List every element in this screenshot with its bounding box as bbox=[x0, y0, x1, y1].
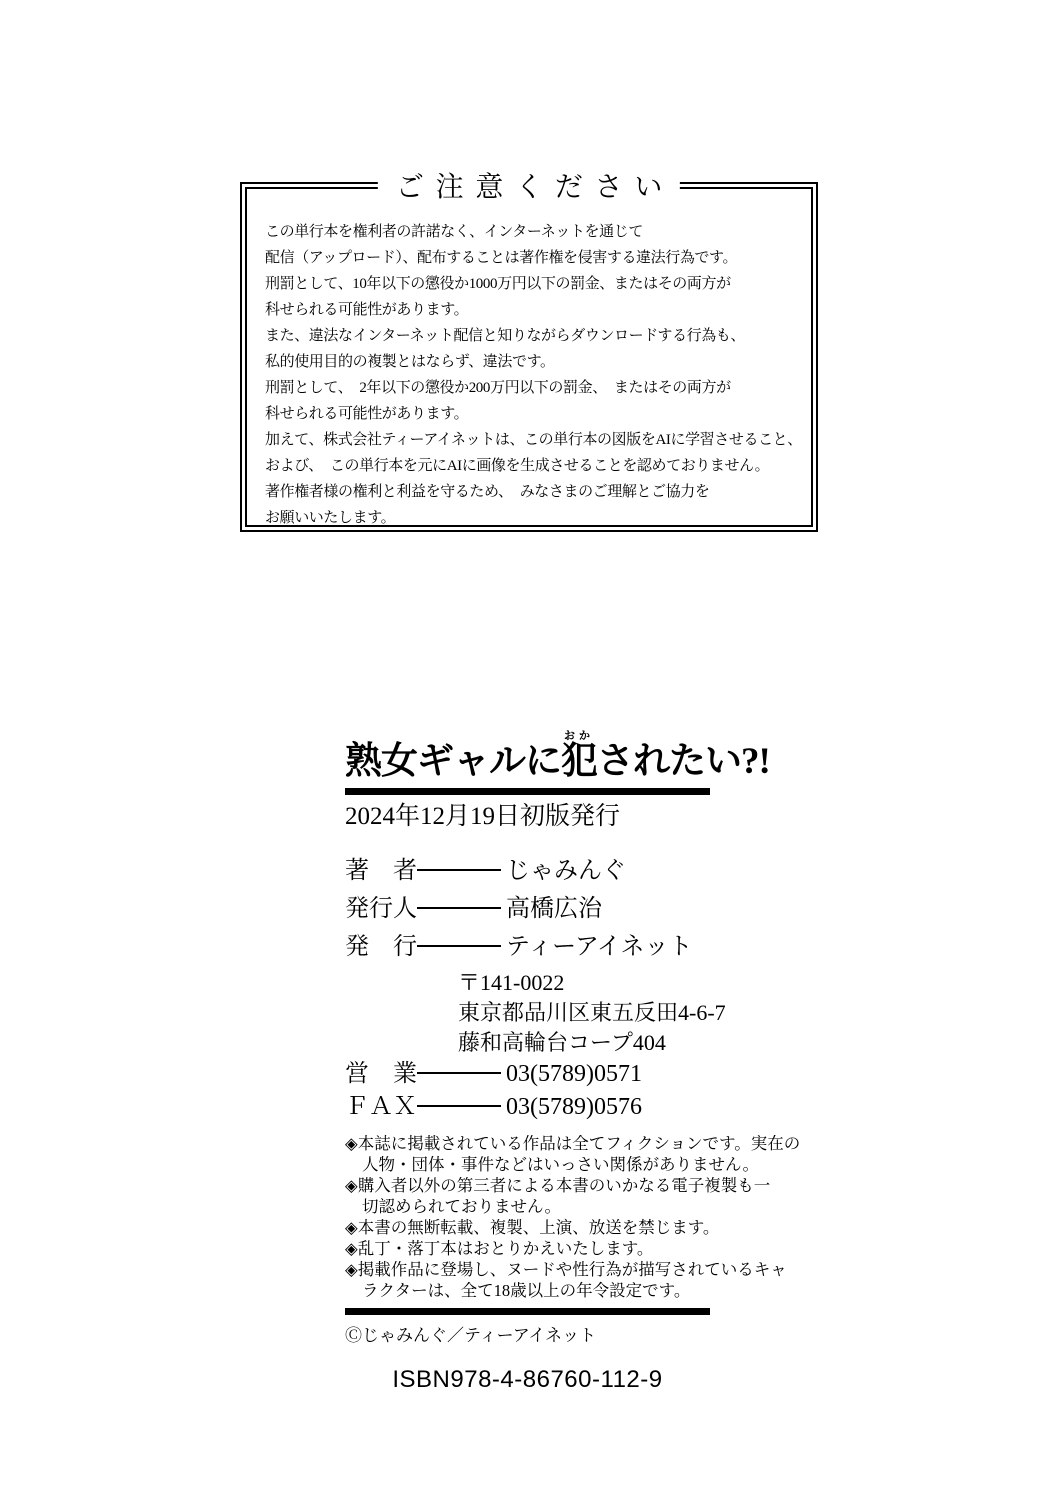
credit-value: じゃみんぐ bbox=[506, 858, 626, 885]
credit-label: 発 行 bbox=[345, 934, 417, 961]
legal-note-line: ◈本書の無断転載、複製、上演、放送を禁じます。 bbox=[345, 1218, 720, 1238]
book-title-ruby-base: 犯 bbox=[561, 741, 597, 782]
notice-box-body bbox=[247, 189, 811, 525]
copyright-line: Ⓒじゃみんぐ／ティーアイネット bbox=[345, 1326, 597, 1346]
contact-label: 営 業 bbox=[345, 1061, 417, 1088]
credit-dash-line bbox=[417, 869, 501, 871]
notice-text-line: この単行本を権利者の許諾なく、インターネットを通じて bbox=[265, 224, 643, 240]
address-line: 〒141-0022 bbox=[458, 970, 565, 996]
divider-top bbox=[345, 788, 710, 795]
contact-row-sales bbox=[345, 1058, 775, 1091]
notice-box-title: ご注意ください bbox=[378, 169, 680, 207]
address-line: 藤和高輪台コープ404 bbox=[458, 1030, 666, 1056]
notice-text-line: 著作権者様の権利と利益を守るため、 みなさまのご理解とご協力を bbox=[265, 484, 710, 500]
contact-row-fax bbox=[345, 1091, 775, 1124]
notice-text-line: 刑罰として、10年以下の懲役か1000万円以下の罰金、またはその両方が bbox=[265, 276, 731, 292]
credit-row-publisher-person bbox=[345, 890, 775, 928]
contact-value: 03(5789)0576 bbox=[506, 1094, 642, 1121]
notice-text-line: 私的使用目的の複製とはならず、違法です。 bbox=[265, 354, 555, 370]
notice-text-line: お願いいたします。 bbox=[265, 510, 396, 525]
isbn: ISBN978-4-86760-112-9 bbox=[392, 1366, 663, 1394]
credits-list bbox=[345, 852, 775, 966]
copyright-notice-box bbox=[240, 172, 818, 532]
notice-text-line: および、 この単行本を元にAIに画像を生成させることを認めておりません。 bbox=[265, 458, 770, 474]
credit-label: 著 者 bbox=[345, 858, 417, 885]
edition-date: 2024年12月19日初版発行 bbox=[345, 803, 621, 831]
credit-dash-line bbox=[417, 907, 501, 909]
credit-row-publisher bbox=[345, 928, 775, 966]
book-title-ruby-text: おか bbox=[561, 730, 597, 742]
credit-label: 発行人 bbox=[345, 896, 417, 923]
legal-note-line: ◈掲載作品に登場し、ヌードや性行為が描写されているキャ bbox=[345, 1260, 787, 1280]
book-title bbox=[345, 726, 775, 785]
credit-dash-line bbox=[417, 945, 501, 947]
contact-label: ＦＡＸ bbox=[345, 1094, 417, 1121]
contact-dash-line bbox=[417, 1072, 501, 1074]
credit-row-author bbox=[345, 852, 775, 890]
notice-text-line: 加えて、株式会社ティーアイネットは、この単行本の図版をAIに学習させること、 bbox=[265, 432, 802, 448]
legal-note-line: ラクターは、全て18歳以上の年令設定です。 bbox=[362, 1281, 691, 1301]
book-title-text-before: 熟女ギャルに bbox=[345, 741, 561, 782]
notice-text-line: 配信（アップロード）、配布することは著作権を侵害する違法行為です。 bbox=[265, 250, 738, 266]
notice-text-line: また、違法なインターネット配信と知りながらダウンロードする行為も、 bbox=[265, 328, 746, 344]
notice-text-line: 科せられる可能性があります。 bbox=[265, 302, 469, 318]
book-title-text-after: されたい?! bbox=[597, 741, 770, 782]
address-line: 東京都品川区東五反田4-6-7 bbox=[458, 1000, 726, 1026]
contact-dash-line bbox=[417, 1105, 501, 1107]
legal-note-line: ◈購入者以外の第三者による本書のいかなる電子複製も一 bbox=[345, 1176, 771, 1196]
notice-text-line: 刑罰として、 2年以下の懲役か200万円以下の罰金、 またはその両方が bbox=[265, 380, 731, 396]
colophon-block bbox=[345, 726, 801, 1395]
legal-note-line: ◈乱丁・落丁本はおとりかえいたします。 bbox=[345, 1239, 654, 1259]
contacts-list bbox=[345, 1058, 775, 1124]
legal-note-line: 切認められておりません。 bbox=[362, 1197, 561, 1217]
credit-value: ティーアイネット bbox=[506, 934, 693, 961]
credit-value: 高橋広治 bbox=[506, 896, 602, 923]
book-title-ruby bbox=[561, 730, 597, 782]
legal-note-line: ◈本誌に掲載されている作品は全てフィクションです。実在の bbox=[345, 1134, 801, 1154]
notice-text-line: 科せられる可能性があります。 bbox=[265, 406, 469, 422]
publisher-address bbox=[458, 968, 775, 1058]
legal-note-line: 人物・団体・事件などはいっさい関係がありません。 bbox=[362, 1155, 759, 1175]
legal-notes bbox=[345, 1133, 801, 1301]
divider-bottom bbox=[345, 1308, 710, 1315]
contact-value: 03(5789)0571 bbox=[506, 1061, 642, 1088]
